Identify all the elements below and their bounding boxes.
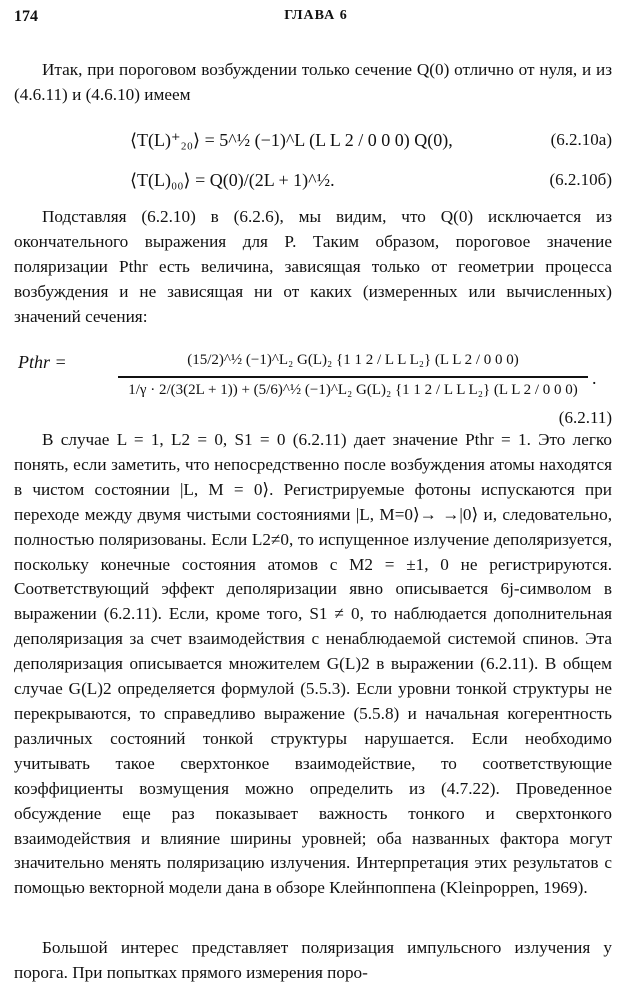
equation-number: (6.2.11): [558, 408, 612, 427]
paragraph-intro: Итак, при пороговом возбуждении только сечение Q(0) отлично от нуля, и из (4.6.11) и (4.6.10) имеем: [14, 60, 612, 104]
equation-6-2-11: [14, 308, 612, 440]
equation-6-2-10a: [14, 130, 612, 160]
equation-6-2-10b: [14, 170, 612, 200]
equation-body: ⟨T(L)⁺₂₀⟩ = 5^½ (−1)^L (L L 2 / 0 0 0) Q(0),: [130, 130, 453, 150]
paragraph-substitution: Подставляя (6.2.10) в (6.2.6), мы видим, что Q(0) исключается из окончательного выражения для P. Таким образом, пороговое значение поляризации Pthr есть величина, зависящая только от геометрии процесса возбуждения и не зависящая ни от каких (измеренных или вычисленных) значений сечения:: [14, 207, 612, 326]
equation-denominator: 1/γ · 2/(3(2L + 1)) + (5/6)^½ (−1)^L₂ G(L)₂ {1 1 2 / L L L₂} (L L 2 / 0 0 0): [128, 382, 578, 398]
page-number: 174: [14, 8, 38, 25]
equation-lhs: Pthr =: [18, 352, 67, 372]
paragraph-discussion: В случае L = 1, L2 = 0, S1 = 0 (6.2.11) дает значение Pthr = 1. Это легко понять, если заметить, что непосредственно после возбуждения атомы находятся в чистом состоянии |L, M = 0⟩. Регистрируемые фотоны испускаются при переходе между двумя чистыми состояниями |L, M=0⟩→ →|0⟩ и, следовательно, полностью поляризованы. Если L2≠0, то испущенное излучение деполяризуется, поскольку конечные состояния атомов с M2 = ±1, 0 не регистрируются. Соответствующий эффект деполяризации явно описывается 6j-символом в выражении (6.2.11). Если, кроме того, S1 ≠ 0, то наблюдается дополнительная деполяризация за счет взаимодействия с ненаблюдаемой системой спинов. Эта деполяризация описывается множителем G(L)2 в выражении (6.2.11). В общем случае G(L)2 определяется формулой (5.5.3). Если уровни тонкой структуры не перекрываются, то справедливо выражение (5.5.8) и начальная когерентность различных состояний тонкой структуры нарушается. Если необходимо учитывать такое сверхтонкое взаимодействие, то соответствующие коэффициенты возмущения можно определить из (4.7.22). Проведенное обсуждение еще раз показывает важность тонкого и сверхтонкого взаимодействия и влияние ширины уровней; оба названных фактора могут значительно менять поляризацию излучения. Интерпретация этих результатов с помощью векторной модели дана в обзоре Клейнпоппена (Kleinpoppen, 1969).: [14, 430, 612, 898]
equation-number: (6.2.10а): [550, 130, 612, 149]
equation-end: .: [592, 368, 597, 388]
equation-numerator: (15/2)^½ (−1)^L₂ G(L)₂ {1 1 2 / L L L₂} (L L 2 / 0 0 0): [187, 352, 519, 368]
fraction-bar: [118, 376, 588, 378]
equation-body: ⟨T(L)₀₀⟩ = Q(0)/(2L + 1)^½.: [130, 170, 335, 190]
equation-number: (6.2.10б): [549, 170, 612, 189]
chapter-title: ГЛАВА 6: [284, 8, 348, 23]
paragraph-final: Большой интерес представляет поляризация импульсного излучения у порога. При попытках прямого измерения поро-: [14, 938, 612, 982]
running-header: [14, 8, 618, 32]
